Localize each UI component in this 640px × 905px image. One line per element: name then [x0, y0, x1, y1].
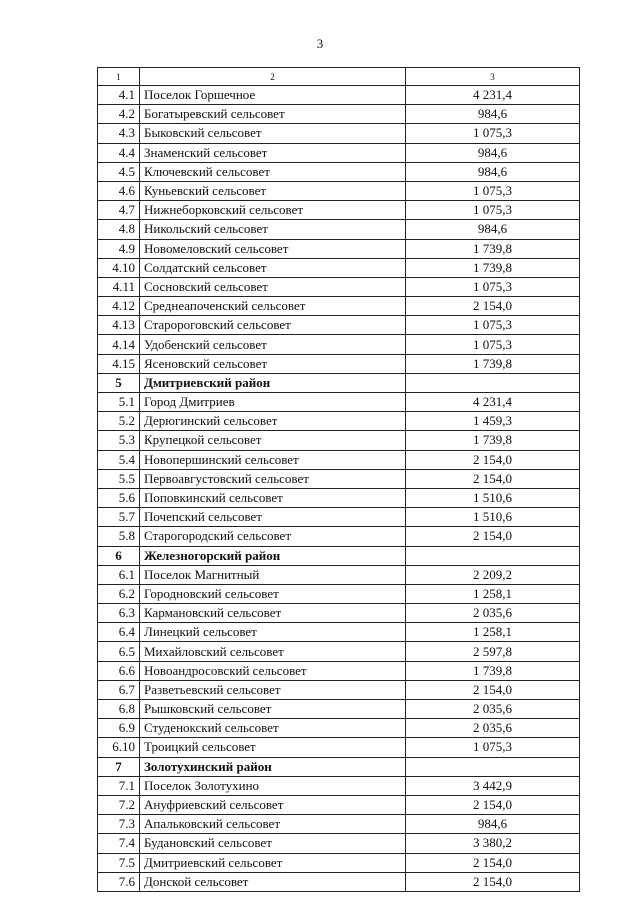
- table-header-row: [98, 68, 580, 86]
- row-number: 4.2: [98, 105, 140, 124]
- row-value: 4 231,4: [406, 393, 580, 412]
- row-value: 2 035,6: [406, 604, 580, 623]
- row-value: 1 258,1: [406, 623, 580, 642]
- row-number: 4.10: [98, 258, 140, 277]
- table-row: [98, 565, 580, 584]
- row-name: Солдатский сельсовет: [140, 258, 406, 277]
- row-value: 3 442,9: [406, 776, 580, 795]
- row-name: Дмитриевский сельсовет: [140, 853, 406, 872]
- row-value: 2 597,8: [406, 642, 580, 661]
- table-row: [98, 277, 580, 296]
- row-value: 2 154,0: [406, 450, 580, 469]
- row-number: 7.6: [98, 872, 140, 891]
- row-number: 6.5: [98, 642, 140, 661]
- row-name: Среднеапоченский сельсовет: [140, 297, 406, 316]
- row-value: 984,6: [406, 105, 580, 124]
- table-row: [98, 316, 580, 335]
- row-name: Будановский сельсовет: [140, 834, 406, 853]
- row-value: 2 035,6: [406, 700, 580, 719]
- row-number: 5.8: [98, 527, 140, 546]
- table-row: [98, 623, 580, 642]
- row-name: Студенокский сельсовет: [140, 719, 406, 738]
- row-value: 1 075,3: [406, 277, 580, 296]
- row-value: 2 154,0: [406, 297, 580, 316]
- row-number: 5.3: [98, 431, 140, 450]
- row-value: 3 380,2: [406, 834, 580, 853]
- row-value: 984,6: [406, 162, 580, 181]
- row-name: Город Дмитриев: [140, 393, 406, 412]
- table-row: [98, 642, 580, 661]
- header-col-1: 1: [98, 68, 140, 86]
- row-name: Крупецкой сельсовет: [140, 431, 406, 450]
- row-name: Никольский сельсовет: [140, 220, 406, 239]
- row-name: Поселок Магнитный: [140, 565, 406, 584]
- header-col-3: 3: [406, 68, 580, 86]
- row-name: Сосновский сельсовет: [140, 277, 406, 296]
- row-name: Ключевский сельсовет: [140, 162, 406, 181]
- table-row: [98, 604, 580, 623]
- row-name: Донской сельсовет: [140, 872, 406, 891]
- row-number: 5.4: [98, 450, 140, 469]
- row-number: 6.8: [98, 700, 140, 719]
- row-number: 4.14: [98, 335, 140, 354]
- row-number: 5.5: [98, 469, 140, 488]
- header-col-2: 2: [140, 68, 406, 86]
- table-row: [98, 872, 580, 891]
- table-row: [98, 239, 580, 258]
- row-name: Ясеновский сельсовет: [140, 354, 406, 373]
- row-value: 1 739,8: [406, 258, 580, 277]
- row-name: Кармановский сельсовет: [140, 604, 406, 623]
- row-value: 2 154,0: [406, 872, 580, 891]
- row-number: 4.1: [98, 86, 140, 105]
- row-number: 6.6: [98, 661, 140, 680]
- table-row: [98, 162, 580, 181]
- row-number: 6.1: [98, 565, 140, 584]
- table-row: [98, 469, 580, 488]
- row-number: 5.2: [98, 412, 140, 431]
- row-value: 1 739,8: [406, 354, 580, 373]
- row-number: 4.12: [98, 297, 140, 316]
- row-name: Троицкий сельсовет: [140, 738, 406, 757]
- row-value: 1 510,6: [406, 508, 580, 527]
- table-row: [98, 680, 580, 699]
- row-value: [406, 757, 580, 776]
- table-row: [98, 86, 580, 105]
- table-row: [98, 220, 580, 239]
- row-number: 7.3: [98, 815, 140, 834]
- row-number: 4.3: [98, 124, 140, 143]
- row-name: Поселок Золотухино: [140, 776, 406, 795]
- allocation-table: [97, 67, 580, 892]
- row-value: 1 510,6: [406, 488, 580, 507]
- row-number: 6: [98, 546, 140, 565]
- row-value: 1 739,8: [406, 431, 580, 450]
- row-name: Линецкий сельсовет: [140, 623, 406, 642]
- row-name: Знаменский сельсовет: [140, 143, 406, 162]
- row-number: 7: [98, 757, 140, 776]
- row-value: 1 739,8: [406, 239, 580, 258]
- table-row: [98, 700, 580, 719]
- row-number: 4.6: [98, 181, 140, 200]
- row-name: Ануфриевский сельсовет: [140, 795, 406, 814]
- row-name: Поселок Горшечное: [140, 86, 406, 105]
- row-value: 984,6: [406, 143, 580, 162]
- row-name: Городновский сельсовет: [140, 584, 406, 603]
- row-value: 984,6: [406, 220, 580, 239]
- row-number: 5: [98, 373, 140, 392]
- row-value: 1 075,3: [406, 201, 580, 220]
- table-row: [98, 181, 580, 200]
- table-row: [98, 450, 580, 469]
- table-row: [98, 795, 580, 814]
- row-number: 4.9: [98, 239, 140, 258]
- row-number: 4.5: [98, 162, 140, 181]
- table-row: [98, 335, 580, 354]
- row-value: 4 231,4: [406, 86, 580, 105]
- table-row: [98, 853, 580, 872]
- row-value: 2 154,0: [406, 680, 580, 699]
- row-number: 4.13: [98, 316, 140, 335]
- row-name: Разветьевский сельсовет: [140, 680, 406, 699]
- row-value: [406, 546, 580, 565]
- row-number: 4.4: [98, 143, 140, 162]
- row-value: 1 075,3: [406, 124, 580, 143]
- table-row: [98, 393, 580, 412]
- row-name: Куньевский сельсовет: [140, 181, 406, 200]
- table-row: [98, 412, 580, 431]
- row-number: 6.10: [98, 738, 140, 757]
- row-number: 5.6: [98, 488, 140, 507]
- table-row: [98, 297, 580, 316]
- table-row: [98, 508, 580, 527]
- row-value: 1 075,3: [406, 181, 580, 200]
- row-name: Быковский сельсовет: [140, 124, 406, 143]
- table-row: [98, 124, 580, 143]
- table-row: [98, 431, 580, 450]
- row-name: Поповкинский сельсовет: [140, 488, 406, 507]
- row-value: 1 739,8: [406, 661, 580, 680]
- row-value: 1 258,1: [406, 584, 580, 603]
- row-name: Дмитриевский район: [140, 373, 406, 392]
- row-number: 6.3: [98, 604, 140, 623]
- row-name: Первоавгустовский сельсовет: [140, 469, 406, 488]
- row-name: Золотухинский район: [140, 757, 406, 776]
- row-name: Богатыревский сельсовет: [140, 105, 406, 124]
- table-row: [98, 776, 580, 795]
- row-number: 6.2: [98, 584, 140, 603]
- row-name: Железногорский район: [140, 546, 406, 565]
- row-value: 1 075,3: [406, 335, 580, 354]
- row-name: Почепский сельсовет: [140, 508, 406, 527]
- row-number: 7.1: [98, 776, 140, 795]
- table-row: [98, 738, 580, 757]
- row-name: Нижнеборковский сельсовет: [140, 201, 406, 220]
- row-number: 6.4: [98, 623, 140, 642]
- row-number: 6.9: [98, 719, 140, 738]
- row-number: 5.7: [98, 508, 140, 527]
- row-number: 4.8: [98, 220, 140, 239]
- table-row: [98, 143, 580, 162]
- row-name: Апальковский сельсовет: [140, 815, 406, 834]
- row-number: 4.15: [98, 354, 140, 373]
- row-value: 2 035,6: [406, 719, 580, 738]
- row-value: 2 154,0: [406, 853, 580, 872]
- table-row: [98, 105, 580, 124]
- row-name: Рышковский сельсовет: [140, 700, 406, 719]
- row-value: 2 209,2: [406, 565, 580, 584]
- page-number: 3: [316, 36, 324, 51]
- row-value: [406, 373, 580, 392]
- row-number: 7.2: [98, 795, 140, 814]
- row-name: Новомеловский сельсовет: [140, 239, 406, 258]
- row-number: 7.4: [98, 834, 140, 853]
- row-number: 4.7: [98, 201, 140, 220]
- row-name: Дерюгинский сельсовет: [140, 412, 406, 431]
- row-number: 6.7: [98, 680, 140, 699]
- district-group-row: [98, 373, 580, 392]
- table-row: [98, 527, 580, 546]
- row-value: 2 154,0: [406, 795, 580, 814]
- table-row: [98, 258, 580, 277]
- table-row: [98, 354, 580, 373]
- row-value: 1 075,3: [406, 316, 580, 335]
- table-row: [98, 815, 580, 834]
- row-name: Михайловский сельсовет: [140, 642, 406, 661]
- row-value: 2 154,0: [406, 527, 580, 546]
- row-value: 2 154,0: [406, 469, 580, 488]
- row-name: Новопершинский сельсовет: [140, 450, 406, 469]
- row-number: 7.5: [98, 853, 140, 872]
- row-value: 1 459,3: [406, 412, 580, 431]
- table-row: [98, 584, 580, 603]
- row-name: Старороговский сельсовет: [140, 316, 406, 335]
- table-row: [98, 201, 580, 220]
- row-value: 1 075,3: [406, 738, 580, 757]
- table-row: [98, 661, 580, 680]
- row-value: 984,6: [406, 815, 580, 834]
- row-name: Новоандросовский сельсовет: [140, 661, 406, 680]
- district-group-row: [98, 546, 580, 565]
- table-row: [98, 719, 580, 738]
- table-row: [98, 488, 580, 507]
- district-group-row: [98, 757, 580, 776]
- table-row: [98, 834, 580, 853]
- row-name: Удобенский сельсовет: [140, 335, 406, 354]
- row-number: 5.1: [98, 393, 140, 412]
- row-number: 4.11: [98, 277, 140, 296]
- row-name: Старогородский сельсовет: [140, 527, 406, 546]
